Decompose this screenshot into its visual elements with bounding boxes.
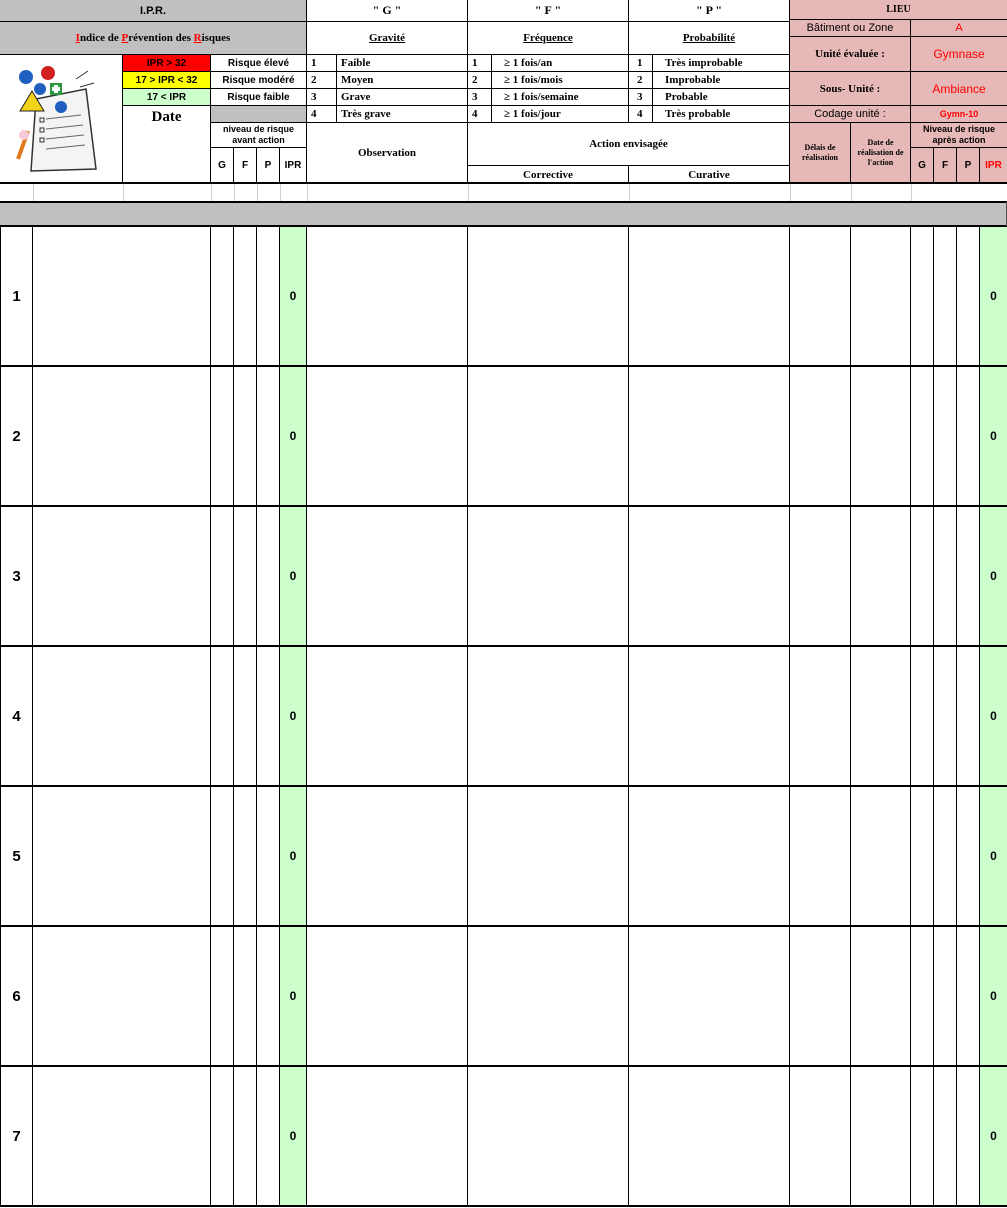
risk-description-cell[interactable] [33,227,211,367]
g-after-cell[interactable] [911,1067,934,1207]
legend-label-high [211,55,307,72]
scale-g-num [307,72,337,89]
codage-value-text: Gymn-10 [939,109,979,119]
p-after-cell[interactable] [957,367,980,507]
date-realisation-header-text: Date de réalisation de l'action [857,138,904,167]
scale-f-num-text: 3 [472,91,478,103]
p-before-cell[interactable] [257,787,280,927]
p-title-text: Probabilité [682,32,736,44]
date-realisation-cell[interactable] [851,507,911,647]
ipr-before-cell-value: 0 [289,989,297,1003]
f-after-cell[interactable] [934,227,957,367]
ipr-before-cell [280,647,307,787]
ipr-after-cell-value: 0 [990,849,997,863]
ipr-after-cell-value: 0 [990,569,997,583]
curative-cell[interactable] [629,1067,790,1207]
g-after-cell[interactable] [911,647,934,787]
batiment-value-text: A [955,22,963,34]
ipr-short-title [0,0,307,22]
date-header-text: Date [151,108,182,125]
legend-range-high [123,55,211,72]
ipr-rest-1: ndice de [79,32,122,44]
curative-cell[interactable] [629,507,790,647]
g-after-cell[interactable] [911,927,934,1067]
col-f-after [934,148,957,183]
gridline [257,184,258,201]
col-p-after-text: P [964,160,972,171]
scale-f-label [492,106,629,123]
ipr-after-cell [980,227,1007,367]
row-number-cell [0,367,33,507]
col-p-after [957,148,980,183]
scale-f-label-text: ≥ 1 fois/semaine [504,91,579,103]
delais-header-text: Délais de réalisation [802,143,838,162]
ipr-before-cell [280,1067,307,1207]
curative-cell[interactable] [629,647,790,787]
p-before-cell[interactable] [257,927,280,1067]
p-before-cell[interactable] [257,1067,280,1207]
ipr-before-cell [280,507,307,647]
g-after-cell[interactable] [911,367,934,507]
observation-cell[interactable] [307,507,468,647]
ipr-after-cell-value: 0 [990,1129,997,1143]
ipr-after-cell [980,507,1007,647]
niveau-apres-header [911,123,1007,148]
scale-g-label [337,89,468,106]
scale-f-label-text: ≥ 1 fois/mois [504,74,563,86]
risk-description-cell[interactable] [33,367,211,507]
scale-g-label-text: Moyen [341,74,374,86]
scale-g-num-text: 2 [311,74,317,86]
delais-cell[interactable] [790,647,851,787]
delais-cell[interactable] [790,927,851,1067]
date-column-area [123,128,211,183]
g-before-cell[interactable] [211,227,234,367]
f-code-header [468,0,629,22]
niveau-avant-text: niveau de risque avant action [222,124,295,145]
delais-cell[interactable] [790,367,851,507]
curative-cell[interactable] [629,367,790,507]
row-number-cell-value: 5 [12,847,21,865]
observation-cell[interactable] [307,367,468,507]
ipr-before-cell-value: 0 [289,1129,297,1143]
date-realisation-cell[interactable] [851,787,911,927]
unite-label [790,37,911,72]
scale-g-label [337,106,468,123]
col-p-before [257,148,280,183]
corrective-header-text: Corrective [523,168,573,181]
codage-label [790,106,911,123]
ipr-rest-3: isques [201,32,231,44]
scale-p-label-text: Probable [665,91,708,103]
batiment-value [911,20,1007,37]
f-before-cell[interactable] [234,647,257,787]
sous-unite-label-text: Sous- Unité : [819,82,881,95]
f-after-cell[interactable] [934,367,957,507]
scale-p-num-text: 1 [637,57,643,69]
f-before-cell[interactable] [234,787,257,927]
date-realisation-cell[interactable] [851,227,911,367]
grey-spacer [211,106,307,123]
col-g-after-text: G [918,160,926,171]
observation-header-text: Observation [357,147,417,159]
ipr-after-cell-value: 0 [990,709,997,723]
observation-cell[interactable] [307,787,468,927]
observation-cell[interactable] [307,927,468,1067]
corrective-cell[interactable] [468,507,629,647]
col-ipr-before-text: IPR [284,160,302,171]
scale-f-num [468,72,492,89]
ipr-after-cell [980,647,1007,787]
f-code-text: " F " [534,3,562,17]
f-after-cell[interactable] [934,1067,957,1207]
legend-range-low [123,89,211,106]
gridline [33,184,34,201]
risk-description-cell[interactable] [33,927,211,1067]
batiment-label [790,20,911,37]
scale-f-label [492,55,629,72]
gridline [629,184,630,201]
col-g-before-text: G [218,160,226,171]
row-number-cell-value: 3 [12,567,21,585]
ipr-initial-i: I [75,32,80,44]
lieu-title-text: LIEU [886,4,911,15]
row-number-cell [0,507,33,647]
scale-p-label-text: Très improbable [665,57,743,69]
scale-p-label [653,106,790,123]
sous-unite-value-text: Ambiance [932,81,986,96]
g-title-header [307,22,468,55]
corrective-cell[interactable] [468,367,629,507]
p-after-cell[interactable] [957,507,980,647]
col-f-before [234,148,257,183]
p-before-cell[interactable] [257,507,280,647]
p-before-cell[interactable] [257,227,280,367]
scale-p-num [629,106,653,123]
scale-f-num-text: 4 [472,108,478,120]
col-f-after-text: F [941,160,949,171]
legend-label-medium [211,72,307,89]
scale-f-label-text: ≥ 1 fois/jour [504,108,561,120]
p-after-cell[interactable] [957,647,980,787]
gridline [123,184,124,201]
row-number-cell [0,227,33,367]
scale-g-label-text: Très grave [341,108,391,120]
g-before-cell[interactable] [211,507,234,647]
ipr-after-cell-value: 0 [990,289,997,303]
date-realisation-cell[interactable] [851,367,911,507]
scale-f-num [468,89,492,106]
g-title-text: Gravité [368,32,406,44]
ipr-before-cell [280,227,307,367]
legend-range-high-text: IPR > 32 [146,57,187,69]
scale-g-num [307,106,337,123]
delais-header [790,123,851,183]
ipr-before-cell-value: 0 [289,289,297,303]
f-before-cell[interactable] [234,367,257,507]
ipr-initial-p: P [121,32,129,44]
col-f-before-text: F [241,160,249,171]
legend-label-low [211,89,307,106]
scale-f-num-text: 1 [472,57,478,69]
ipr-before-cell-value: 0 [289,429,297,443]
curative-header [629,166,790,183]
p-after-cell[interactable] [957,227,980,367]
p-after-cell[interactable] [957,927,980,1067]
ipr-after-cell-value: 0 [990,429,997,443]
legend-label-high-text: Risque élevé [227,57,290,69]
g-code-header [307,0,468,22]
col-p-before-text: P [264,160,272,171]
f-before-cell[interactable] [234,927,257,1067]
gridline [234,184,235,201]
p-before-cell[interactable] [257,647,280,787]
scale-p-label [653,72,790,89]
ipr-after-cell [980,367,1007,507]
unite-label-text: Unité évaluée : [815,48,885,60]
gridline [307,184,308,201]
corrective-cell[interactable] [468,1067,629,1207]
scale-g-num-text: 1 [311,57,317,69]
risk-description-cell[interactable] [33,647,211,787]
scale-g-label-text: Grave [341,91,371,103]
ipr-after-cell [980,1067,1007,1207]
lieu-title [790,0,1007,20]
legend-label-medium-text: Risque modéré [222,74,295,86]
g-code-text: " G " [372,3,402,17]
ipr-before-cell [280,367,307,507]
scale-p-num [629,89,653,106]
scale-p-num-text: 2 [637,74,643,86]
curative-cell[interactable] [629,927,790,1067]
g-after-cell[interactable] [911,227,934,367]
date-header [123,106,211,128]
scale-g-label [337,55,468,72]
f-after-cell[interactable] [934,787,957,927]
legend-range-medium [123,72,211,89]
p-code-text: " P " [696,3,722,17]
gridline [211,184,212,201]
col-ipr-after [980,148,1007,183]
row-number-cell [0,1067,33,1207]
date-realisation-cell[interactable] [851,647,911,787]
scale-f-num [468,106,492,123]
f-before-cell[interactable] [234,227,257,367]
ipr-after-cell [980,927,1007,1067]
date-realisation-header [851,123,911,183]
safety-clipart [0,55,123,183]
row-number-cell [0,787,33,927]
corrective-header [468,166,629,183]
header-bottom-rule [0,182,1007,184]
col-g-after [911,148,934,183]
scale-p-num [629,55,653,72]
p-before-cell[interactable] [257,367,280,507]
scale-f-label [492,72,629,89]
ipr-full-text [76,32,231,44]
scale-p-label-text: Improbable [665,74,721,86]
scale-p-num-text: 4 [637,108,643,120]
delais-cell[interactable] [790,507,851,647]
gridline [851,184,852,201]
f-title-header [468,22,629,55]
ipr-before-cell [280,927,307,1067]
delais-cell[interactable] [790,227,851,367]
ipr-rest-2: révention des [128,32,194,44]
g-after-cell[interactable] [911,507,934,647]
f-before-cell[interactable] [234,1067,257,1207]
ipr-after-cell-value: 0 [990,989,997,1003]
p-after-cell[interactable] [957,1067,980,1207]
p-code-header [629,0,790,22]
scale-p-label [653,89,790,106]
scale-p-label-text: Très probable [665,108,731,120]
legend-range-medium-text: 17 > IPR < 32 [135,74,198,86]
scale-p-num [629,72,653,89]
p-title-header [629,22,790,55]
date-realisation-cell[interactable] [851,1067,911,1207]
scale-g-num-text: 3 [311,91,317,103]
section-separator-bar [0,201,1007,227]
g-before-cell[interactable] [211,367,234,507]
sous-unite-value [911,72,1007,106]
col-ipr-before [280,148,307,183]
scale-g-label-text: Faible [341,57,371,69]
scale-g-num [307,55,337,72]
gridline [468,184,469,201]
risk-description-cell[interactable] [33,787,211,927]
f-after-cell[interactable] [934,927,957,1067]
ipr-full-title [0,22,307,55]
action-header [468,123,790,166]
gridline [790,184,791,201]
observation-cell[interactable] [307,1067,468,1207]
g-before-cell[interactable] [211,647,234,787]
curative-cell[interactable] [629,227,790,367]
f-after-cell[interactable] [934,647,957,787]
g-before-cell[interactable] [211,1067,234,1207]
date-realisation-cell[interactable] [851,927,911,1067]
scale-f-label [492,89,629,106]
row-number-cell [0,927,33,1067]
legend-range-low-text: 17 < IPR [146,91,187,103]
scale-f-num-text: 2 [472,74,478,86]
niveau-avant-header [211,123,307,148]
col-g-before [211,148,234,183]
row-number-cell-value: 4 [12,707,21,725]
p-after-cell[interactable] [957,787,980,927]
sous-unite-label [790,72,911,106]
scale-g-num [307,89,337,106]
corrective-cell[interactable] [468,927,629,1067]
ipr-before-cell-value: 0 [289,709,297,723]
corrective-cell[interactable] [468,647,629,787]
scale-g-label [337,72,468,89]
codage-value [911,106,1007,123]
ipr-initial-r: R [193,32,202,44]
curative-cell[interactable] [629,787,790,927]
scale-g-num-text: 4 [311,108,317,120]
row-number-cell-value: 1 [12,287,21,305]
ipr-short-text: I.P.R. [139,4,167,17]
observation-header [307,123,468,183]
risk-description-cell[interactable] [33,507,211,647]
unite-value-text: Gymnase [933,47,985,61]
scale-p-label [653,55,790,72]
g-after-cell[interactable] [911,787,934,927]
observation-cell[interactable] [307,647,468,787]
ipr-before-cell-value: 0 [289,569,297,583]
f-before-cell[interactable] [234,507,257,647]
f-after-cell[interactable] [934,507,957,647]
col-ipr-after-text: IPR [985,160,1002,171]
corrective-cell[interactable] [468,787,629,927]
action-header-text: Action envisagée [589,138,668,150]
ipr-before-cell [280,787,307,927]
observation-cell[interactable] [307,227,468,367]
scale-p-num-text: 3 [637,91,643,103]
corrective-cell[interactable] [468,227,629,367]
curative-header-text: Curative [688,168,730,181]
batiment-label-text: Bâtiment ou Zone [806,22,894,34]
unite-value [911,37,1007,72]
gridline [911,184,912,201]
scale-f-label-text: ≥ 1 fois/an [504,57,553,69]
gridline [280,184,281,201]
g-before-cell[interactable] [211,787,234,927]
f-title-text: Fréquence [523,32,573,44]
row-number-cell [0,647,33,787]
row-number-cell-value: 2 [12,427,21,445]
ipr-after-cell [980,787,1007,927]
risk-description-cell[interactable] [33,1067,211,1207]
scale-f-num [468,55,492,72]
row-number-cell-value: 7 [12,1127,21,1145]
legend-label-low-text: Risque faible [227,91,290,103]
delais-cell[interactable] [790,787,851,927]
ipr-before-cell-value: 0 [289,849,297,863]
delais-cell[interactable] [790,1067,851,1207]
row-number-cell-value: 6 [12,987,21,1005]
codage-label-text: Codage unité : [814,108,886,120]
niveau-apres-text: Niveau de risque après action [922,124,996,145]
g-before-cell[interactable] [211,927,234,1067]
safety-clipart-icon [6,59,116,179]
